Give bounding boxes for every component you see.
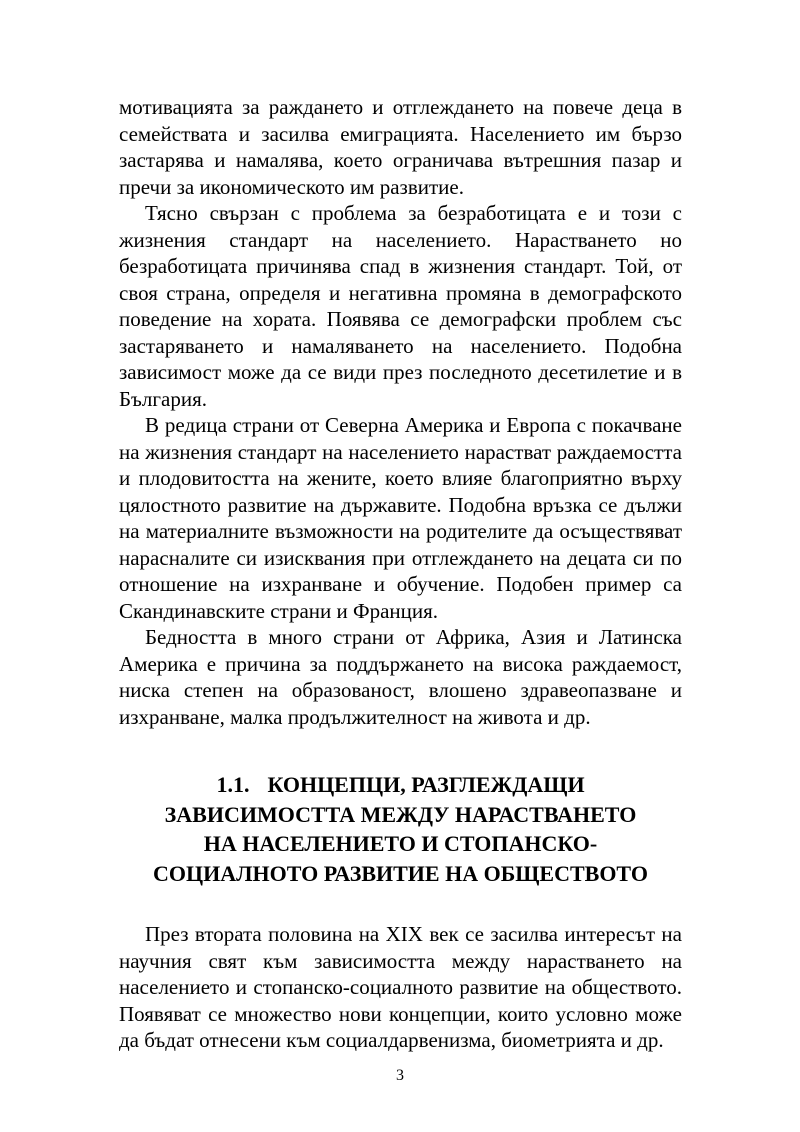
section-heading-line-1 [119, 770, 682, 800]
section-title-line-2: ЗАВИСИМОСТТА МЕЖДУ НАРАСТВАНЕТО [164, 801, 637, 827]
section-title-line-3: НА НАСЕЛЕНИЕТО И СТОПАНСКО- [203, 831, 598, 856]
paragraph-continuation: мотивацията за раждането и отглеждането на повече деца в семействата и засилва емиграцията. Населението им бързо застарява и намалява, което ограничава вътрешния пазар и пречи за икономическото им развитие. [119, 95, 682, 199]
paragraph-nineteenth-century: През втората половина на XIX век се засилва интересът на научния свят към зависимостта между нарастването на населението и стопанско-социалното развитие на обществото. Появяват се множество нови концепции, които условно може да бъдат отнесени към социалдарвенизма, биометрията и др. [119, 922, 682, 1052]
section-title-line-1: КОНЦЕПЦИ, РАЗГЛЕЖДАЩИ [267, 772, 585, 797]
document-page [119, 94, 682, 1054]
paragraph-living-standard: Тясно свързан с проблема за безработицата е и този с жизнения стандарт на населението. Нарастването но безработицата причинява спад в жизнения стандарт. Той, от своя страна, определя и негативна промяна в демографското поведение на хората. Появява се демографски проблем със застаряването и намаляването на населението. Подобна зависимост може да се види през последното десетилетие и в България. [119, 201, 682, 411]
section-number: 1.1. [216, 772, 250, 797]
paragraph-poverty: Бедността в много страни от Африка, Азия и Латинска Америка е причина за поддържането на висока раждаемост, ниска степен на образованост, влошено здравеопазване и изхранване, малка продължителност на живота и др. [119, 625, 682, 729]
section-heading [119, 770, 682, 888]
page-number: 3 [396, 1067, 404, 1084]
paragraph-north-america-europe: В редица страни от Северна Америка и Европа с покачване на жизнения стандарт на населението нарастват раждаемостта и плодовитостта на жените, което влияе благоприятно върху цялостното развитие на държавите. Подобна връзка се дължи на материалните възможности на родителите да осъществяват нарасналите си изисквания при отглеждането на децата си по отношение на изхранване и обучение. Подобен пример са Скандинавските страни и Франция. [119, 413, 682, 623]
section-title-line-4: СОЦИАЛНОТО РАЗВИТИЕ НА ОБЩЕСТВОТО [153, 860, 648, 886]
